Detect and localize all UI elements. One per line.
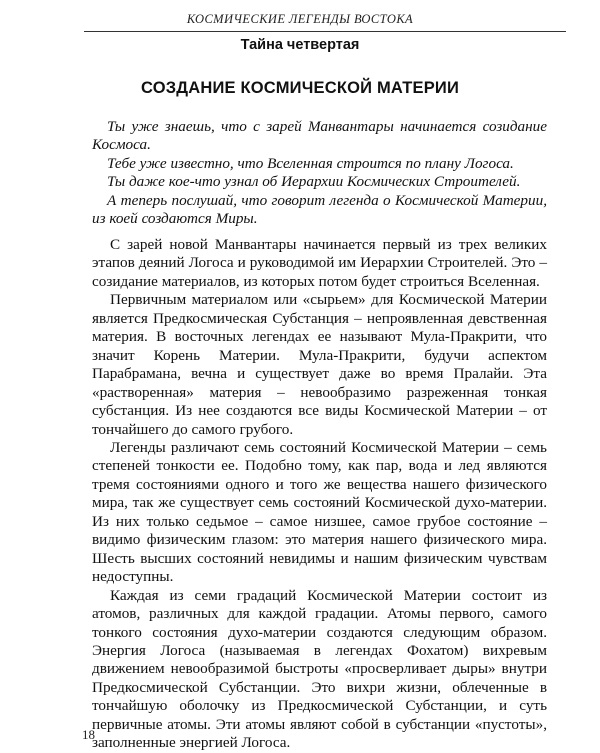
chapter-title: СОЗДАНИЕ КОСМИЧЕСКОЙ МАТЕРИИ [140,79,460,97]
epigraph-line: Ты даже кое-что узнал об Иерархии Космических Строителей. [107,173,521,191]
running-head: КОСМИЧЕСКИЕ ЛЕГЕНДЫ ВОСТОКА [186,12,414,26]
body-text [92,236,547,753]
epigraph-line: А теперь послушай, что говорит легенда о Космической Материи, из коей создаются Миры. [92,191,547,228]
body-paragraph: Легенды различают семь состояний Космической Материи – семь степеней тонкости ее. Подобно тому, как пар, вода и лед являются тремя состояниями одного и того же вещества нашего физического мира, так же существует семь состояний Космической духо-материи. Из них только седьмое – самое низшее, самое грубое состояние – видимо физическим глазом: это материя нашего физического мира. Шесть высших состояний невидимы и нашим физическим чувствам недоступны. [92,438,547,586]
section-label: Тайна четвертая [240,37,360,53]
header-rule [84,31,566,32]
body-paragraph: Первичным материалом или «сырьем» для Космической Материи является Предкосмическая Субстанция – непроявленная девственная материя. В восточных легендах ее называют Мула-Пракрити, что значит Корень Материи. Мула-Пракрити, будучи аспектом Парабрамана, вечна и существует даже во время Пралайи. Эта «растворенная» материя – невообразимо разреженная тонкая субстанция. Из нее создаются все виды Космической Материи – от тончайшего до самого грубого. [92,291,547,438]
epigraph [92,118,547,228]
epigraph-line: Тебе уже известно, что Вселенная строится по плану Логоса. [107,154,514,172]
page-number: 18 [82,727,95,742]
body-paragraph: С зарей новой Манвантары начинается первый из трех великих этапов деяний Логоса и руководимой им Иерархии Строителей. Это – созидание материалов, из которых потом будет строиться Вселенная. [92,236,547,290]
epigraph-line: Ты уже знаешь, что с зарей Манвантары начинается созидание Космоса. [92,118,547,154]
body-paragraph: Каждая из семи градаций Космической Материи состоит из атомов, различных для каждой градации. Атомы первого, самого тонкого состояния духо-материи создаются следующим образом. Энергия Логоса (называемая в легендах Фохатом) вихревым движением невообразимой быстроты «просверливает дыры» внутри Предкосмической Субстанции. Это вихри жизни, облеченные в тончайшую оболочку из Предкосмической Субстанции, и суть первичные атомы. Эти атомы являют собой в субстанции «пустоты», заполненные энергией Логоса. [92,586,547,752]
